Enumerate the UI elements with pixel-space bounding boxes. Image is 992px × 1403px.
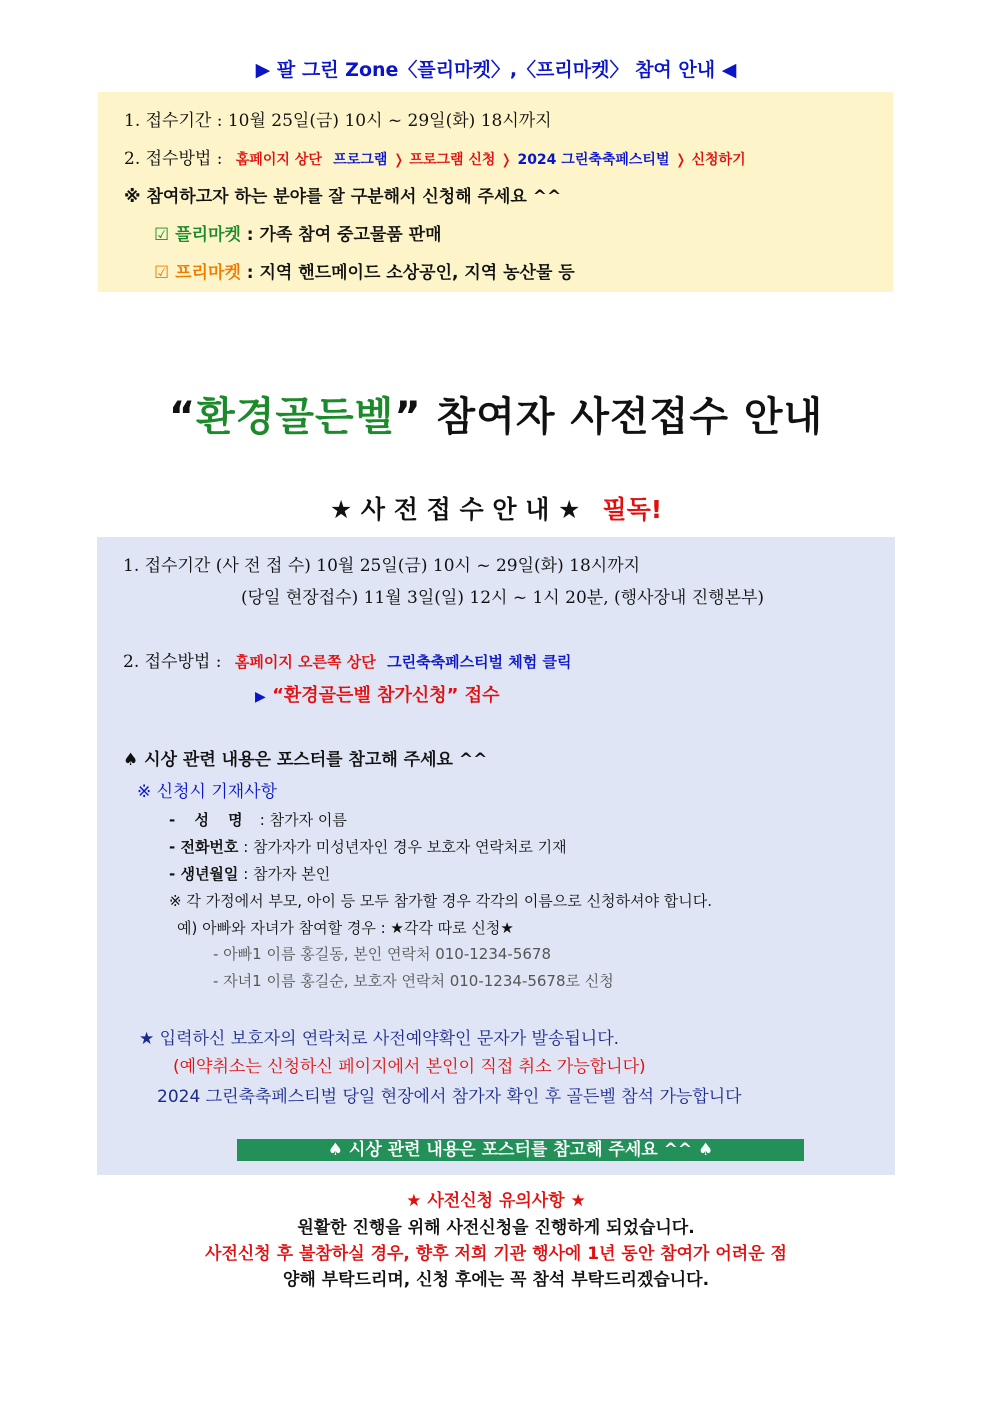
info-method-b: 그린축축페스티벌 체험 클릭: [387, 653, 572, 671]
field-name-label: - 성 명: [169, 811, 243, 829]
info-apply-text: “환경골든벨 참가신청” 접수: [272, 685, 500, 706]
awards-banner: ♠ 시상 관련 내용은 포스터를 참고해 주세요 ^^ ♠: [237, 1139, 804, 1161]
zone-heading: ▶ 팔 그린 Zone〈플리마켓〉,〈프리마켓〉 참여 안내 ◀: [255, 59, 737, 81]
flea-market-name: 플리마켓: [175, 225, 241, 245]
notice-title: ★ 사전신청 유의사항 ★: [406, 1191, 586, 1211]
notice-line-2: 사전신청 후 불참하실 경우, 향후 저희 기관 행사에 1년 동안 참여가 어려운 점: [205, 1244, 787, 1264]
free-market-desc: : 지역 핸드메이드 소상공인, 지역 농산물 등: [240, 263, 575, 283]
zone-path-5: ❭ 신청하기: [674, 152, 746, 168]
info-confirm: 2024 그린축축페스티벌 당일 현장에서 참가자 확인 후 골든벨 참석 가능합니다: [157, 1087, 742, 1107]
title-open-quote: “: [168, 394, 197, 440]
notice-line-1: 원활한 진행을 위해 사전신청을 진행하게 되었습니다.: [297, 1218, 695, 1238]
check-icon: ☑: [154, 225, 170, 245]
info-example-2: - 자녀1 이름 홍길순, 보호자 연락처 010-1234-5678로 신청: [213, 972, 614, 990]
page-title: [0, 385, 992, 442]
zone-path-1: 홈페이지 상단: [235, 152, 322, 168]
info-field-name: [169, 809, 347, 830]
info-method: [123, 647, 571, 672]
field-phone-label: - 전화번호: [169, 838, 239, 856]
info-apply: [255, 681, 500, 707]
info-field-phone: [169, 836, 567, 857]
field-name-value: : 참가자 이름: [255, 811, 347, 829]
info-method-label: 2. 접수방법 :: [123, 652, 222, 672]
info-awards: ♠ 시상 관련 내용은 포스터를 참고해 주세요 ^^: [123, 750, 488, 770]
sub-heading: [0, 490, 992, 526]
info-fields-title: ※ 신청시 기재사항: [137, 782, 278, 802]
zone-info-box: [98, 92, 893, 292]
arrow-right-icon: ▶: [255, 689, 266, 705]
title-close-quote: ”: [394, 394, 422, 440]
field-birth-label: - 생년월일: [169, 865, 239, 883]
free-market-name: 프리마켓: [175, 263, 241, 283]
required-badge: 필독!: [602, 495, 663, 524]
zone-path-3: ❭ 프로그램 신청 ❭: [392, 152, 513, 168]
check-icon: ☑: [154, 263, 170, 283]
info-sms: ★ 입력하신 보호자의 연락처로 사전예약확인 문자가 발송됩니다.: [139, 1029, 620, 1049]
info-field-birth: [169, 863, 330, 884]
sub-heading-text: ★ 사 전 접 수 안 내 ★: [329, 495, 581, 524]
zone-flea-line: [154, 220, 442, 245]
info-period-1: 1. 접수기간 (사 전 접 수) 10월 25일(금) 10시 ~ 29일(화) 18시까지: [123, 556, 641, 576]
info-family-note: ※ 각 가정에서 부모, 아이 등 모두 참가할 경우 각각의 이름으로 신청하셔야 합니다.: [169, 892, 713, 910]
zone-note: ※ 참여하고자 하는 분야를 잘 구분해서 신청해 주세요 ^^: [124, 187, 562, 207]
zone-path-4: 2024 그린축축페스티벌: [517, 152, 670, 168]
info-box: [97, 537, 895, 1175]
flea-market-desc: : 가족 참여 중고물품 판매: [240, 225, 442, 245]
info-cancel: (예약취소는 신청하신 페이지에서 본인이 직접 취소 가능합니다): [173, 1057, 646, 1077]
zone-method-label: 2. 접수방법 :: [124, 149, 223, 169]
field-birth-value: : 참가자 본인: [238, 865, 331, 883]
title-rest: 참여자 사전접수 안내: [421, 394, 824, 440]
title-event-name: 환경골든벨: [196, 394, 395, 440]
info-method-a: 홈페이지 오른쪽 상단: [234, 653, 376, 671]
zone-path-2: 프로그램: [333, 152, 388, 168]
zone-method: [124, 144, 746, 169]
info-example: 예) 아빠와 자녀가 참여할 경우 : ★각각 따로 신청★: [177, 919, 514, 937]
notice-line-3: 양해 부탁드리며, 신청 후에는 꼭 참석 부탁드리겠습니다.: [282, 1270, 710, 1290]
zone-period: 1. 접수기간 : 10월 25일(금) 10시 ~ 29일(화) 18시까지: [124, 111, 552, 131]
info-example-1: - 아빠1 이름 홍길동, 본인 연락처 010-1234-5678: [213, 945, 552, 963]
field-phone-value: : 참가자가 미성년자인 경우 보호자 연락처로 기재: [238, 838, 567, 856]
zone-free-line: [154, 258, 575, 283]
info-period-2: (당일 현장접수) 11월 3일(일) 12시 ~ 1시 20분, (행사장내 진행본부): [241, 588, 765, 608]
